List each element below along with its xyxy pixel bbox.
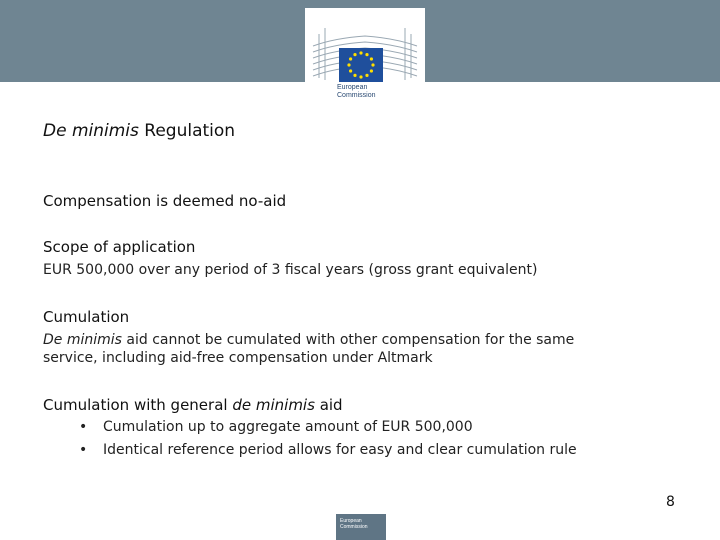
list-item	[43, 416, 577, 439]
european-commission-logo	[305, 8, 425, 108]
section-4-heading-a: Cumulation with general	[43, 396, 233, 414]
section-scope	[43, 238, 537, 279]
footer-logo-label: European Commission	[340, 518, 368, 530]
section-cumulation-general	[43, 396, 577, 462]
section-3-text-a: aid cannot be cumulated with other compensation for the same	[121, 332, 575, 348]
section-4-heading-b: aid	[314, 396, 343, 414]
section-3-text-b: service, including aid-free compensation under Altmark	[43, 350, 433, 366]
section-4-heading-italic: de minimis	[232, 396, 315, 414]
bullet-1-text: Cumulation up to aggregate amount of EUR 500,000	[103, 419, 473, 435]
page-number: 8	[666, 494, 675, 510]
section-3-italic: De minimis	[43, 332, 122, 348]
section-3-text	[43, 331, 574, 367]
section-1-heading: Compensation is deemed no-aid	[43, 192, 287, 210]
section-2-text: EUR 500,000 over any period of 3 fiscal years (gross grant equivalent)	[43, 262, 538, 278]
bullet-2-text: Identical reference period allows for easy and clear cumulation rule	[103, 442, 577, 458]
section-compensation	[43, 192, 286, 210]
footer-logo	[336, 514, 386, 540]
title-rest: Regulation	[138, 121, 236, 141]
section-4-heading	[43, 396, 577, 414]
bullet-icon: •	[79, 419, 88, 435]
section-3-heading: Cumulation	[43, 308, 130, 326]
bullet-list	[43, 416, 577, 462]
logo-line-2: Commission	[337, 92, 376, 99]
slide-title	[43, 121, 235, 141]
title-italic: De minimis	[43, 121, 139, 141]
section-2-heading: Scope of application	[43, 238, 196, 256]
list-item	[43, 439, 577, 462]
logo-line-1: European	[337, 84, 368, 91]
bullet-icon: •	[79, 442, 88, 458]
section-cumulation	[43, 308, 574, 367]
logo-text	[337, 84, 376, 100]
